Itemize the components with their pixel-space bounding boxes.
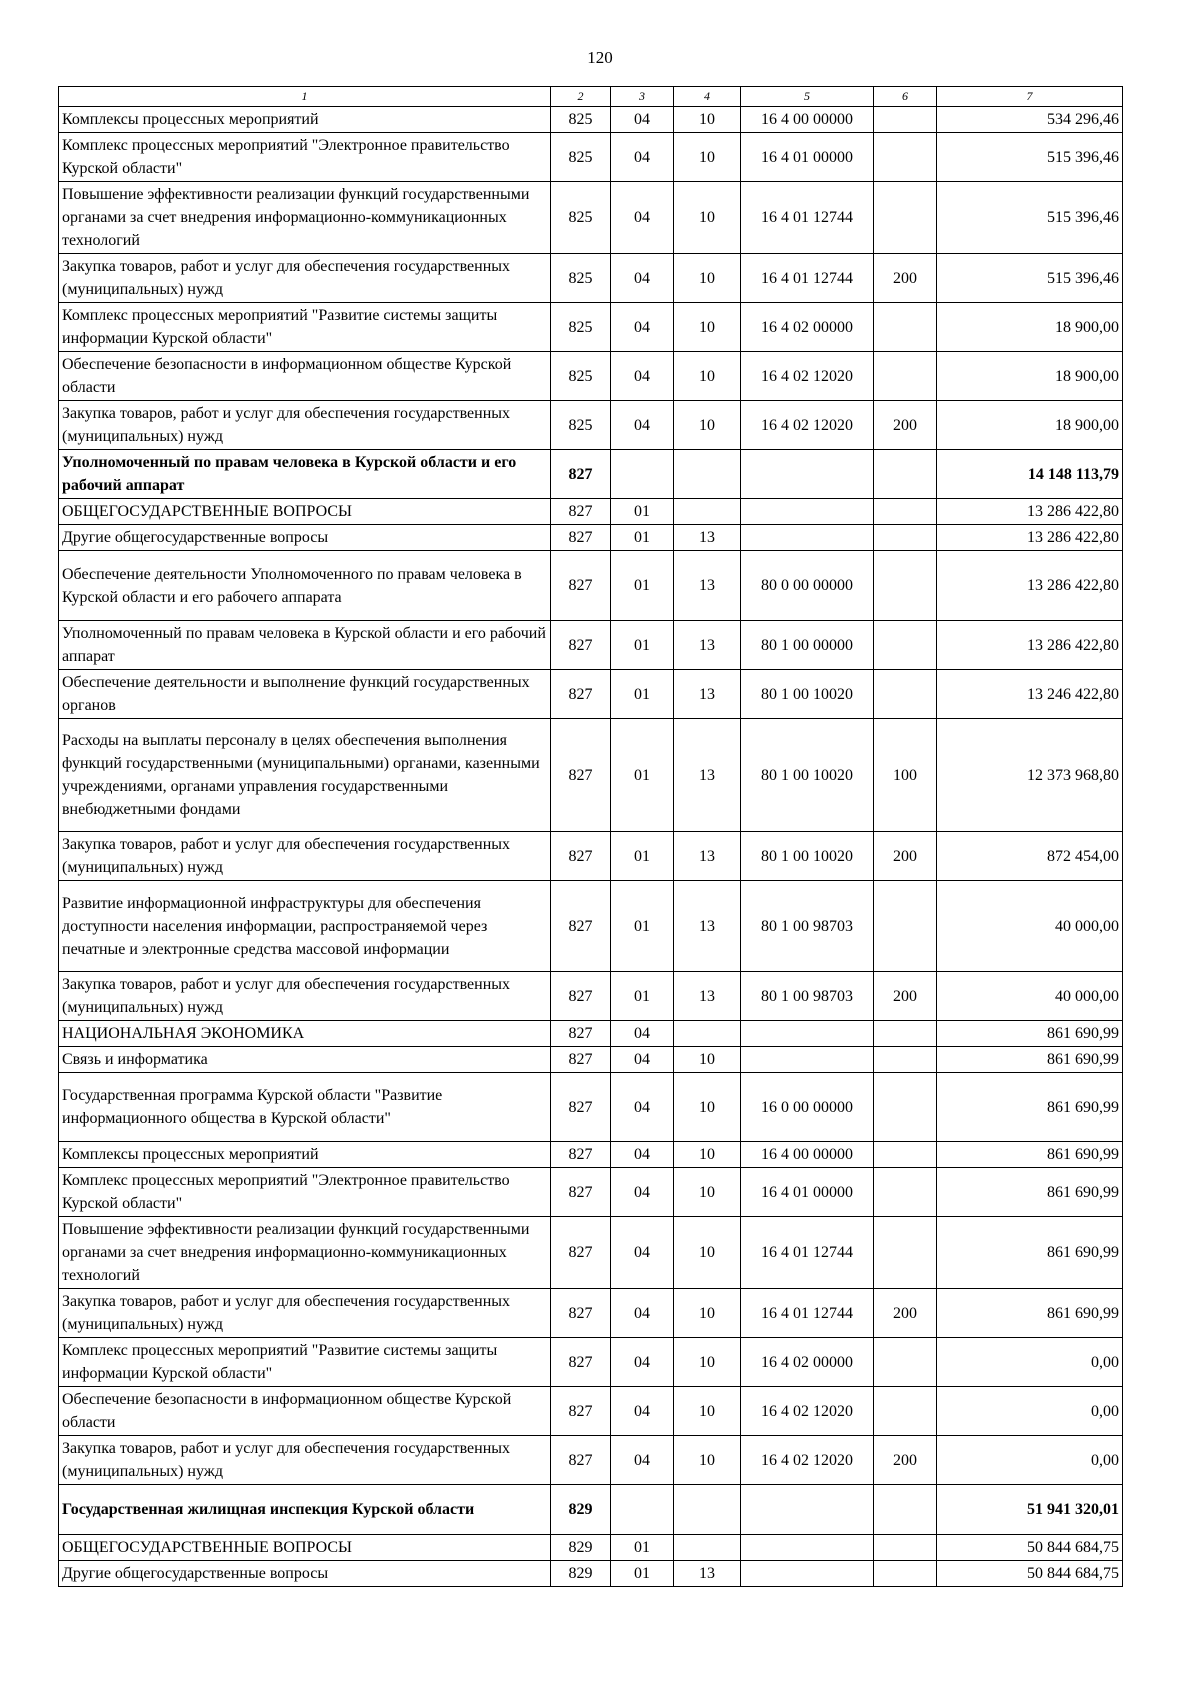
row-subsection-cell: 10 — [674, 1217, 741, 1289]
row-section-cell — [611, 450, 674, 499]
row-code-cell: 827 — [551, 499, 611, 525]
column-number-row — [59, 87, 1123, 107]
row-name-cell: Повышение эффективности реализации функций государственными органами за счет внедрения информационно-коммуникационных технологий — [59, 182, 551, 254]
row-target-article-cell: 16 4 02 12020 — [741, 401, 874, 450]
row-subsection-cell: 10 — [674, 1142, 741, 1168]
column-number: 1 — [59, 87, 551, 107]
row-code-cell: 827 — [551, 1387, 611, 1436]
row-amount-cell: 861 690,99 — [937, 1217, 1123, 1289]
row-name-cell: Обеспечение безопасности в информационном обществе Курской области — [59, 1387, 551, 1436]
row-code-cell: 827 — [551, 1217, 611, 1289]
row-section-cell: 04 — [611, 107, 674, 133]
table-row — [59, 525, 1123, 551]
row-section-cell: 04 — [611, 254, 674, 303]
row-subsection-cell: 10 — [674, 1073, 741, 1142]
row-name-cell: Закупка товаров, работ и услуг для обеспечения государственных (муниципальных) нужд — [59, 401, 551, 450]
row-section-cell: 04 — [611, 1338, 674, 1387]
row-expense-type-cell — [874, 1561, 937, 1587]
row-amount-cell: 861 690,99 — [937, 1021, 1123, 1047]
row-section-cell: 04 — [611, 133, 674, 182]
row-code-cell: 825 — [551, 352, 611, 401]
table-row — [59, 719, 1123, 832]
table-row — [59, 621, 1123, 670]
column-number: 5 — [741, 87, 874, 107]
row-amount-cell: 13 286 422,80 — [937, 551, 1123, 621]
row-section-cell: 01 — [611, 621, 674, 670]
row-name-cell: Комплексы процессных мероприятий — [59, 1142, 551, 1168]
row-code-cell: 827 — [551, 1289, 611, 1338]
table-row — [59, 1168, 1123, 1217]
row-expense-type-cell: 200 — [874, 1289, 937, 1338]
row-expense-type-cell — [874, 1021, 937, 1047]
table-row — [59, 1289, 1123, 1338]
row-subsection-cell: 10 — [674, 1387, 741, 1436]
row-expense-type-cell — [874, 1338, 937, 1387]
row-amount-cell: 861 690,99 — [937, 1047, 1123, 1073]
row-subsection-cell: 10 — [674, 1047, 741, 1073]
row-name-cell: Комплексы процессных мероприятий — [59, 107, 551, 133]
row-subsection-cell — [674, 499, 741, 525]
row-amount-cell: 18 900,00 — [937, 303, 1123, 352]
row-target-article-cell: 16 4 01 00000 — [741, 1168, 874, 1217]
column-number: 2 — [551, 87, 611, 107]
row-subsection-cell — [674, 1485, 741, 1535]
row-expense-type-cell — [874, 1535, 937, 1561]
row-subsection-cell: 10 — [674, 254, 741, 303]
row-expense-type-cell — [874, 1168, 937, 1217]
table-row — [59, 499, 1123, 525]
table-row — [59, 1485, 1123, 1535]
row-target-article-cell: 16 4 00 00000 — [741, 1142, 874, 1168]
row-name-cell: Обеспечение деятельности Уполномоченного по правам человека в Курской области и его рабочего аппарата — [59, 551, 551, 621]
row-expense-type-cell — [874, 499, 937, 525]
row-amount-cell: 18 900,00 — [937, 401, 1123, 450]
row-target-article-cell: 80 1 00 10020 — [741, 670, 874, 719]
row-subsection-cell: 10 — [674, 1338, 741, 1387]
row-amount-cell: 18 900,00 — [937, 352, 1123, 401]
row-target-article-cell — [741, 499, 874, 525]
row-code-cell: 827 — [551, 1436, 611, 1485]
row-expense-type-cell — [874, 621, 937, 670]
row-subsection-cell: 13 — [674, 551, 741, 621]
row-amount-cell: 0,00 — [937, 1338, 1123, 1387]
row-subsection-cell: 13 — [674, 719, 741, 832]
row-amount-cell: 13 286 422,80 — [937, 525, 1123, 551]
table-row — [59, 107, 1123, 133]
row-amount-cell: 861 690,99 — [937, 1168, 1123, 1217]
row-expense-type-cell: 100 — [874, 719, 937, 832]
row-target-article-cell — [741, 450, 874, 499]
row-name-cell: Другие общегосударственные вопросы — [59, 525, 551, 551]
row-target-article-cell: 16 4 01 12744 — [741, 182, 874, 254]
column-number: 6 — [874, 87, 937, 107]
row-name-cell: Повышение эффективности реализации функций государственными органами за счет внедрения информационно-коммуникационных технологий — [59, 1217, 551, 1289]
row-code-cell: 825 — [551, 401, 611, 450]
row-code-cell: 827 — [551, 832, 611, 881]
row-name-cell: Закупка товаров, работ и услуг для обеспечения государственных (муниципальных) нужд — [59, 832, 551, 881]
row-code-cell: 825 — [551, 182, 611, 254]
table-row — [59, 1021, 1123, 1047]
row-code-cell: 827 — [551, 1073, 611, 1142]
row-expense-type-cell — [874, 1387, 937, 1436]
row-section-cell: 04 — [611, 303, 674, 352]
table-row — [59, 1436, 1123, 1485]
row-section-cell: 04 — [611, 401, 674, 450]
row-target-article-cell: 16 4 01 00000 — [741, 133, 874, 182]
table-row — [59, 832, 1123, 881]
row-target-article-cell: 16 4 01 12744 — [741, 1217, 874, 1289]
row-section-cell: 04 — [611, 182, 674, 254]
row-code-cell: 827 — [551, 1047, 611, 1073]
row-amount-cell: 40 000,00 — [937, 881, 1123, 972]
row-subsection-cell: 13 — [674, 1561, 741, 1587]
table-row — [59, 303, 1123, 352]
table-row — [59, 881, 1123, 972]
row-section-cell: 04 — [611, 352, 674, 401]
row-section-cell: 01 — [611, 499, 674, 525]
table-row — [59, 1338, 1123, 1387]
row-name-cell: Уполномоченный по правам человека в Курской области и его рабочий аппарат — [59, 621, 551, 670]
table-row — [59, 401, 1123, 450]
row-target-article-cell — [741, 1021, 874, 1047]
page-number: 120 — [587, 48, 613, 67]
row-amount-cell: 515 396,46 — [937, 182, 1123, 254]
row-code-cell: 825 — [551, 303, 611, 352]
row-expense-type-cell — [874, 107, 937, 133]
row-amount-cell: 50 844 684,75 — [937, 1535, 1123, 1561]
row-name-cell: Государственная программа Курской области "Развитие информационного общества в Курской области" — [59, 1073, 551, 1142]
row-expense-type-cell — [874, 881, 937, 972]
row-code-cell: 827 — [551, 1338, 611, 1387]
table-row — [59, 1217, 1123, 1289]
row-target-article-cell: 80 1 00 98703 — [741, 881, 874, 972]
row-section-cell: 04 — [611, 1073, 674, 1142]
row-amount-cell: 13 246 422,80 — [937, 670, 1123, 719]
row-expense-type-cell: 200 — [874, 401, 937, 450]
row-target-article-cell — [741, 525, 874, 551]
table-row — [59, 254, 1123, 303]
row-target-article-cell: 80 1 00 10020 — [741, 719, 874, 832]
row-target-article-cell: 16 4 02 00000 — [741, 303, 874, 352]
row-amount-cell: 13 286 422,80 — [937, 621, 1123, 670]
row-section-cell: 04 — [611, 1436, 674, 1485]
row-code-cell: 829 — [551, 1561, 611, 1587]
row-section-cell: 01 — [611, 972, 674, 1021]
row-section-cell: 01 — [611, 670, 674, 719]
row-code-cell: 827 — [551, 551, 611, 621]
row-amount-cell: 14 148 113,79 — [937, 450, 1123, 499]
table-row — [59, 1142, 1123, 1168]
row-target-article-cell: 80 1 00 98703 — [741, 972, 874, 1021]
row-expense-type-cell — [874, 303, 937, 352]
table-row — [59, 1535, 1123, 1561]
row-section-cell: 04 — [611, 1021, 674, 1047]
row-expense-type-cell — [874, 670, 937, 719]
row-amount-cell: 13 286 422,80 — [937, 499, 1123, 525]
row-target-article-cell: 80 0 00 00000 — [741, 551, 874, 621]
table-row — [59, 1047, 1123, 1073]
row-code-cell: 827 — [551, 450, 611, 499]
budget-table-body — [59, 87, 1123, 1587]
table-row — [59, 450, 1123, 499]
row-name-cell: Комплекс процессных мероприятий "Электронное правительство Курской области" — [59, 1168, 551, 1217]
row-amount-cell: 0,00 — [937, 1436, 1123, 1485]
row-name-cell: Закупка товаров, работ и услуг для обеспечения государственных (муниципальных) нужд — [59, 972, 551, 1021]
row-amount-cell: 861 690,99 — [937, 1142, 1123, 1168]
row-name-cell: Комплекс процессных мероприятий "Электронное правительство Курской области" — [59, 133, 551, 182]
row-section-cell — [611, 1485, 674, 1535]
row-section-cell: 01 — [611, 832, 674, 881]
row-amount-cell: 0,00 — [937, 1387, 1123, 1436]
row-subsection-cell: 13 — [674, 832, 741, 881]
row-name-cell: НАЦИОНАЛЬНАЯ ЭКОНОМИКА — [59, 1021, 551, 1047]
row-amount-cell: 861 690,99 — [937, 1289, 1123, 1338]
row-target-article-cell — [741, 1047, 874, 1073]
row-code-cell: 827 — [551, 881, 611, 972]
table-row — [59, 1561, 1123, 1587]
row-expense-type-cell — [874, 352, 937, 401]
row-subsection-cell: 10 — [674, 107, 741, 133]
row-amount-cell: 515 396,46 — [937, 254, 1123, 303]
row-subsection-cell — [674, 1021, 741, 1047]
table-row — [59, 182, 1123, 254]
row-expense-type-cell: 200 — [874, 1436, 937, 1485]
row-code-cell: 827 — [551, 525, 611, 551]
row-name-cell: Расходы на выплаты персоналу в целях обеспечения выполнения функций государственными (муниципальными) органами, казенными учреждениями, органами управления государственными внебюджетными фондами — [59, 719, 551, 832]
row-target-article-cell: 16 0 00 00000 — [741, 1073, 874, 1142]
row-target-article-cell: 16 4 02 12020 — [741, 1436, 874, 1485]
row-name-cell: Другие общегосударственные вопросы — [59, 1561, 551, 1587]
row-subsection-cell: 10 — [674, 182, 741, 254]
row-subsection-cell: 13 — [674, 621, 741, 670]
column-number: 7 — [937, 87, 1123, 107]
row-section-cell: 04 — [611, 1142, 674, 1168]
row-section-cell: 01 — [611, 551, 674, 621]
row-expense-type-cell: 200 — [874, 832, 937, 881]
row-name-cell: Комплекс процессных мероприятий "Развитие системы защиты информации Курской области" — [59, 303, 551, 352]
row-code-cell: 827 — [551, 719, 611, 832]
row-section-cell: 04 — [611, 1047, 674, 1073]
row-name-cell: Обеспечение деятельности и выполнение функций государственных органов — [59, 670, 551, 719]
row-subsection-cell: 10 — [674, 401, 741, 450]
row-name-cell: Связь и информатика — [59, 1047, 551, 1073]
row-code-cell: 827 — [551, 1142, 611, 1168]
row-name-cell: ОБЩЕГОСУДАРСТВЕННЫЕ ВОПРОСЫ — [59, 1535, 551, 1561]
row-target-article-cell — [741, 1535, 874, 1561]
table-row — [59, 1387, 1123, 1436]
row-amount-cell: 861 690,99 — [937, 1073, 1123, 1142]
row-amount-cell: 51 941 320,01 — [937, 1485, 1123, 1535]
row-target-article-cell: 16 4 00 00000 — [741, 107, 874, 133]
row-section-cell: 01 — [611, 525, 674, 551]
row-code-cell: 829 — [551, 1535, 611, 1561]
column-number: 3 — [611, 87, 674, 107]
row-code-cell: 827 — [551, 1021, 611, 1047]
row-section-cell: 04 — [611, 1217, 674, 1289]
row-section-cell: 04 — [611, 1168, 674, 1217]
row-target-article-cell — [741, 1485, 874, 1535]
table-row — [59, 551, 1123, 621]
row-target-article-cell: 16 4 02 12020 — [741, 1387, 874, 1436]
row-code-cell: 825 — [551, 254, 611, 303]
row-section-cell: 01 — [611, 881, 674, 972]
row-target-article-cell: 16 4 01 12744 — [741, 254, 874, 303]
row-code-cell: 827 — [551, 972, 611, 1021]
row-subsection-cell: 13 — [674, 670, 741, 719]
row-expense-type-cell — [874, 1142, 937, 1168]
row-expense-type-cell — [874, 1073, 937, 1142]
budget-table — [58, 86, 1123, 1587]
row-expense-type-cell — [874, 182, 937, 254]
row-section-cell: 01 — [611, 719, 674, 832]
row-name-cell: Обеспечение безопасности в информационном обществе Курской области — [59, 352, 551, 401]
row-expense-type-cell — [874, 1217, 937, 1289]
row-code-cell: 825 — [551, 107, 611, 133]
row-subsection-cell: 10 — [674, 1168, 741, 1217]
row-subsection-cell: 13 — [674, 525, 741, 551]
table-row — [59, 352, 1123, 401]
row-code-cell: 829 — [551, 1485, 611, 1535]
row-code-cell: 825 — [551, 133, 611, 182]
table-row — [59, 1073, 1123, 1142]
row-target-article-cell — [741, 1561, 874, 1587]
row-subsection-cell: 13 — [674, 881, 741, 972]
row-subsection-cell: 10 — [674, 133, 741, 182]
row-expense-type-cell — [874, 1047, 937, 1073]
row-name-cell: Развитие информационной инфраструктуры для обеспечения доступности населения информации, распространяемой через печатные и электронные средства массовой информации — [59, 881, 551, 972]
row-subsection-cell — [674, 1535, 741, 1561]
row-name-cell: Государственная жилищная инспекция Курской области — [59, 1485, 551, 1535]
row-name-cell: Уполномоченный по правам человека в Курской области и его рабочий аппарат — [59, 450, 551, 499]
table-row — [59, 133, 1123, 182]
row-target-article-cell: 80 1 00 00000 — [741, 621, 874, 670]
row-amount-cell: 872 454,00 — [937, 832, 1123, 881]
row-target-article-cell: 16 4 01 12744 — [741, 1289, 874, 1338]
row-target-article-cell: 16 4 02 12020 — [741, 352, 874, 401]
row-subsection-cell: 10 — [674, 1436, 741, 1485]
row-section-cell: 01 — [611, 1561, 674, 1587]
row-expense-type-cell — [874, 551, 937, 621]
table-row — [59, 972, 1123, 1021]
row-amount-cell: 515 396,46 — [937, 133, 1123, 182]
row-subsection-cell: 10 — [674, 303, 741, 352]
row-expense-type-cell: 200 — [874, 972, 937, 1021]
table-row — [59, 670, 1123, 719]
row-amount-cell: 40 000,00 — [937, 972, 1123, 1021]
row-code-cell: 827 — [551, 621, 611, 670]
row-expense-type-cell — [874, 525, 937, 551]
row-subsection-cell — [674, 450, 741, 499]
row-section-cell: 01 — [611, 1535, 674, 1561]
row-name-cell: Закупка товаров, работ и услуг для обеспечения государственных (муниципальных) нужд — [59, 1289, 551, 1338]
row-amount-cell: 50 844 684,75 — [937, 1561, 1123, 1587]
column-number: 4 — [674, 87, 741, 107]
row-target-article-cell: 80 1 00 10020 — [741, 832, 874, 881]
row-subsection-cell: 10 — [674, 352, 741, 401]
row-name-cell: Комплекс процессных мероприятий "Развитие системы защиты информации Курской области" — [59, 1338, 551, 1387]
row-target-article-cell: 16 4 02 00000 — [741, 1338, 874, 1387]
row-subsection-cell: 13 — [674, 972, 741, 1021]
row-expense-type-cell: 200 — [874, 254, 937, 303]
row-name-cell: Закупка товаров, работ и услуг для обеспечения государственных (муниципальных) нужд — [59, 1436, 551, 1485]
row-section-cell: 04 — [611, 1289, 674, 1338]
row-subsection-cell: 10 — [674, 1289, 741, 1338]
row-name-cell: ОБЩЕГОСУДАРСТВЕННЫЕ ВОПРОСЫ — [59, 499, 551, 525]
row-amount-cell: 534 296,46 — [937, 107, 1123, 133]
row-expense-type-cell — [874, 450, 937, 499]
row-code-cell: 827 — [551, 670, 611, 719]
row-amount-cell: 12 373 968,80 — [937, 719, 1123, 832]
row-section-cell: 04 — [611, 1387, 674, 1436]
row-expense-type-cell — [874, 133, 937, 182]
row-expense-type-cell — [874, 1485, 937, 1535]
row-code-cell: 827 — [551, 1168, 611, 1217]
row-name-cell: Закупка товаров, работ и услуг для обеспечения государственных (муниципальных) нужд — [59, 254, 551, 303]
